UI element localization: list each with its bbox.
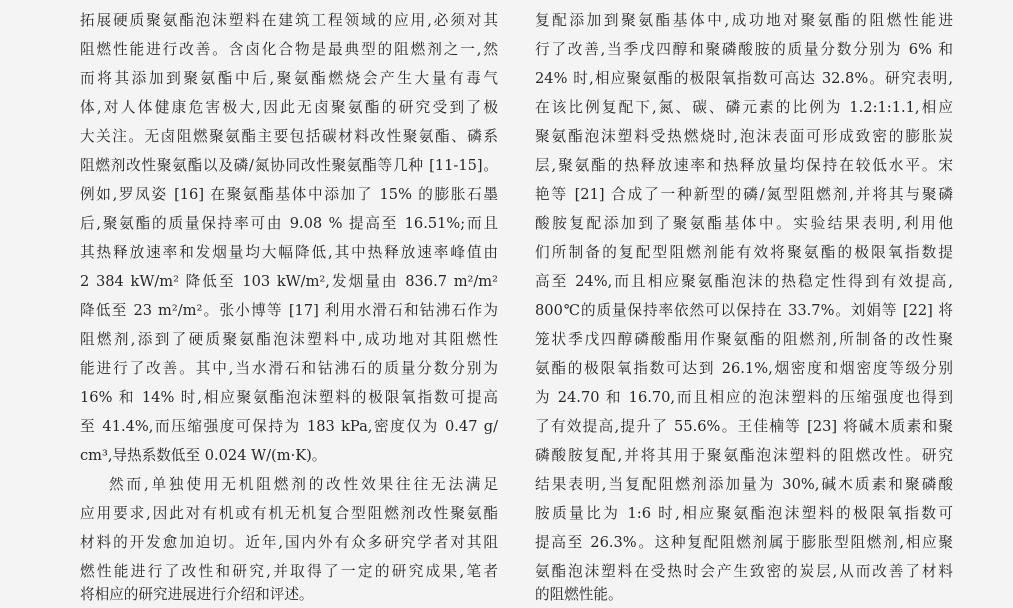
text-line: 阻燃性能进行改善。含卤化合物是最典型的阻燃剂之一,然 — [80, 41, 498, 58]
text-line: 800℃的质量保持率依然可以保持在 33.7%。刘娟等 [22] 将 — [535, 302, 953, 319]
text-line: 笼状季戊四醇磷酸酯用作聚氨酯的阻燃剂,所制备的改性聚 — [535, 331, 953, 348]
text-line: 氨酯泡沫塑料在受热时会产生致密的炭层,从而改善了材料 — [535, 563, 953, 580]
text-line: 降低至 23 m²/m²。张小博等 [17] 利用水滑石和钴沸石作为 — [80, 302, 498, 319]
text-line: 复配添加到聚氨酯基体中,成功地对聚氨酯的阻燃性能进 — [535, 12, 953, 29]
text-line: cm³,导热系数低至 0.024 W/(m·K)。 — [80, 447, 327, 464]
text-line: 至 41.4%,而压缩强度可保持为 183 kPa,密度仅为 0.47 g/ — [80, 418, 498, 435]
text-line: 应用要求,因此对有机或有机无机复合型阻燃剂改性聚氨酯 — [80, 505, 498, 522]
text-line: 阻燃剂改性聚氨酯以及磷/氮协同改性聚氨酯等几种 [11-15]。 — [80, 157, 498, 174]
text-line: 磷酸胺复配,并将其用于聚氨酯泡沫塑料的阻燃改性。研究 — [535, 447, 953, 464]
text-line: 结果表明,当复配阻燃剂添加量为 30%,碱木质素和聚磷酸 — [535, 476, 953, 493]
text-line: 酸胺复配添加到了聚氨酯基体中。实验结果表明,利用他 — [535, 215, 953, 232]
text-line: 拓展硬质聚氨酯泡沫塑料在建筑工程领域的应用,必须对其 — [80, 12, 498, 29]
text-line: 阻燃剂,添到了硬质聚氨酯泡沫塑料中,成功地对其阻燃性 — [80, 331, 498, 348]
text-line: 的阻燃性能。 — [535, 586, 623, 603]
text-line: 燃性能进行了改性和研究,并取得了一定的研究成果,笔者 — [80, 563, 498, 580]
text-line: 提高至 26.3%。这种复配阻燃剂属于膨胀型阻燃剂,相应聚 — [535, 534, 953, 551]
text-line: 们所制备的复配型阻燃剂能有效将聚氨酯的极限氧指数提 — [535, 244, 953, 261]
text-line: 聚氨酯泡沫塑料受热燃烧时,泡沫表面可形成致密的膨胀炭 — [535, 128, 953, 145]
text-line: 2 384 kW/m² 降低至 103 kW/m²,发烟量由 836.7 m²/m² — [80, 273, 498, 290]
text-line: 在该比例复配下,氮、碳、磷元素的比例为 1.2:1:1.1,相应 — [535, 99, 953, 116]
text-line: 将相应的研究进展进行介绍和评述。 — [80, 586, 314, 603]
text-line: 能进行了改善。其中,当水滑石和钴沸石的质量分数分别为 — [80, 360, 498, 377]
text-line: 材料的开发愈加迫切。近年,国内外有众多研究学者对其阻 — [80, 534, 498, 551]
text-line: 后,聚氨酯的质量保持率可由 9.08 % 提高至 16.51%;而且 — [80, 215, 498, 232]
text-line: 氨酯的极限氧指数可达到 26.1%,烟密度和烟密度等级分别 — [535, 360, 953, 377]
text-line: 而将其添加到聚氨酯中后,聚氨酯燃烧会产生大量有毒气 — [80, 70, 498, 87]
text-line: 例如,罗凤姿 [16] 在聚氨酯基体中添加了 15% 的膨胀石墨 — [80, 186, 498, 203]
text-line: 胺质量比为 1:6 时,相应聚氨酯泡沫塑料的极限氧指数可 — [535, 505, 953, 522]
text-line: 24% 时,相应聚氨酯的极限氧指数可高达 32.8%。研究表明, — [535, 70, 953, 87]
text-line: 然而,单独使用无机阻燃剂的改性效果往往无法满足 — [109, 476, 498, 493]
text-line: 高至 24%,而且相应聚氨酯泡沫的热稳定性得到有效提高, — [535, 273, 953, 290]
text-line: 艳等 [21] 合成了一种新型的磷/氮型阻燃剂,并将其与聚磷 — [535, 186, 953, 203]
text-line: 行了改善,当季戊四醇和聚磷酸胺的质量分数分别为 6% 和 — [535, 41, 953, 58]
text-line: 为 24.70 和 16.70,而且相应的泡沫塑料的压缩强度也得到 — [535, 389, 953, 406]
text-line: 16% 和 14% 时,相应聚氨酯泡沫塑料的极限氧指数可提高 — [80, 389, 498, 406]
text-line: 了有效提高,提升了 55.6%。王佳楠等 [23] 将碱木质素和聚 — [535, 418, 953, 435]
text-line: 体,对人体健康危害极大,因此无卤聚氨酯的研究受到了极 — [80, 99, 498, 116]
text-line: 层,聚氨酯的热释放速率和热释放量均保持在较低水平。宋 — [535, 157, 953, 174]
text-line: 其热释放速率和发烟量均大幅降低,其中热释放速率峰值由 — [80, 244, 498, 261]
text-line: 大关注。无卤阻燃聚氨酯主要包括碳材料改性聚氨酯、磷系 — [80, 128, 498, 145]
